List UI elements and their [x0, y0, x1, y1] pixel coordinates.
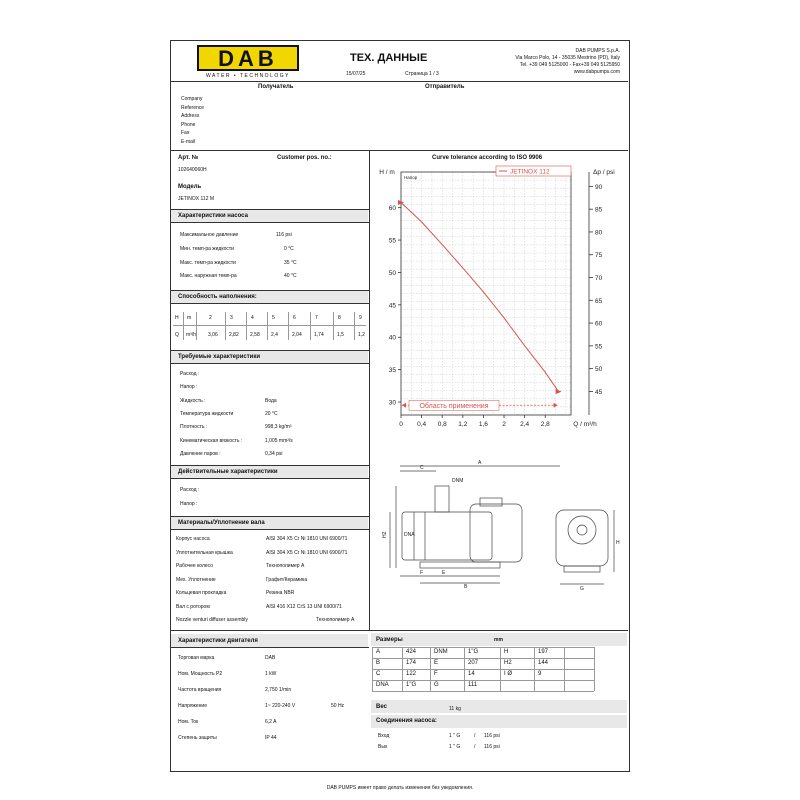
x-tick-label: 1,6 [478, 421, 488, 428]
dimension-cell: 9 [538, 671, 542, 677]
curve-end-marker [556, 389, 562, 394]
dimension-cell: 144 [538, 660, 549, 666]
end-view-body [556, 510, 608, 566]
y-tick-label: 40 [388, 334, 396, 342]
psi-tick-label: 65 [595, 297, 603, 305]
x-tick-label: 2 [502, 421, 506, 428]
dimension-cell: DNM [434, 649, 448, 655]
psi-axis-label: Δp / psi [593, 169, 615, 176]
x-tick-label: 0 [399, 421, 403, 428]
x-tick-label: 1,2 [458, 421, 468, 428]
capacity-q-cell: 1,2 [358, 332, 365, 338]
dimension-cell: H2 [504, 660, 512, 666]
psi-tick-label: 45 [595, 388, 603, 396]
capacity-h-cell: 3 [230, 315, 233, 321]
range-label: Область применения [419, 402, 489, 410]
dimension-cell: A [376, 649, 381, 655]
motor-body [470, 504, 522, 562]
capacity-q-cell: 2,82 [229, 332, 239, 338]
psi-tick-label: 85 [595, 206, 603, 214]
article-label: Арт. № [178, 155, 199, 161]
y-tick-label: 35 [388, 367, 396, 375]
y-tick-label: 55 [388, 237, 396, 245]
pump-body [402, 512, 492, 560]
logo-tagline: WATER • TECHNOLOGY [206, 73, 290, 79]
dim-f-label: F [420, 570, 424, 576]
psi-tick-label: 50 [595, 366, 603, 374]
performance-curve [401, 203, 559, 392]
dimension-cell: B [376, 660, 381, 666]
psi-tick-label: 70 [595, 275, 603, 283]
doc-date: 15/07/25 [346, 71, 366, 77]
end-view-flange [568, 516, 596, 544]
y-tick-label: 45 [388, 302, 396, 310]
chart-annotation: Напор [404, 175, 418, 180]
psi-tick-label: 60 [595, 320, 603, 328]
x-tick-label: 2,4 [520, 421, 530, 428]
dimensions-table [372, 647, 594, 692]
dimension-cell: 1"G [468, 649, 479, 655]
capacity-h-cell: 9 [359, 315, 362, 321]
y-tick-label: 60 [388, 205, 396, 213]
dimension-cell: H [504, 649, 509, 655]
capacity-h-cell: 8 [338, 315, 341, 321]
weight-value: 11 kg [449, 706, 461, 712]
capacity-q-cell: 2,4 [271, 332, 278, 338]
page-number: Страница 1 / 3 [405, 71, 439, 77]
psi-tick-label: 90 [595, 183, 603, 191]
dimension-cell: E [434, 660, 439, 666]
dimension-cell: F [434, 671, 438, 677]
logo-text: DAB [218, 46, 278, 71]
dim-h-label: H [616, 540, 620, 546]
motor-title: Характеристики двигателя [178, 638, 258, 644]
doc-title: ТЕХ. ДАННЫЕ [350, 52, 428, 64]
y-axis-label: H / m [379, 169, 395, 176]
capacity-q-cell: 1,5 [337, 332, 344, 338]
x-tick-label: 0,4 [417, 421, 427, 428]
x-tick-label: 0,8 [437, 421, 447, 428]
capacity-q-cell: 3,06 [208, 332, 218, 338]
weight-label: Вес [376, 704, 387, 710]
capacity-q-cell: 2,04 [292, 332, 302, 338]
dim-e-label: E [442, 570, 446, 576]
outlet-pipe [435, 486, 449, 512]
model-value: JETINOX 112 M [178, 196, 215, 202]
terminal-box [480, 498, 502, 506]
materials-title: Материалы/Уплотнение вала [178, 520, 265, 526]
dimension-cell: 197 [538, 649, 549, 655]
dimensions-title: Размеры [376, 637, 403, 643]
dimension-cell: G [434, 682, 439, 688]
psi-tick-label: 80 [595, 229, 603, 237]
dab-logo [197, 45, 299, 81]
capacity-h-cell: 7 [315, 315, 318, 321]
pump-specs-title: Характеристики насоса [178, 213, 248, 219]
dimension-cell: 111 [468, 682, 478, 688]
required-title: Требуемые характеристики [178, 354, 261, 360]
dimension-cell: DNA [376, 682, 389, 688]
y-tick-label: 30 [388, 399, 396, 407]
model-label: Модель [178, 184, 202, 190]
capacity-q-cell: 2,58 [250, 332, 260, 338]
dimension-cell: 424 [406, 649, 417, 655]
capacity-h-cell: 5 [272, 315, 275, 321]
sender-label: Отправитель [425, 84, 465, 90]
actual-title: Действительные характеристики [178, 469, 278, 475]
receiver-fields: Company Reference Address Phone Fax E-mail [181, 96, 205, 145]
dim-g-label: G [580, 586, 584, 592]
dim-h2-label: H2 [382, 531, 388, 538]
customer-pos-label: Customer pos. no.: [277, 155, 332, 161]
company-info: DAB PUMPS S.p.A. Via Marco Polo, 14 - 35035 Mestrino (PD), Italy Tel. +39 049 5125000 - Fax+39 049 5125950 www.dabpumps.com [515, 48, 620, 75]
x-tick-label: 2,8 [540, 421, 550, 428]
footer-note: DAB PUMPS имеет право делать изменения без уведомления. [326, 785, 474, 791]
chart-title: Curve tolerance according to ISO 9906 [432, 155, 543, 161]
receiver-label: Получатель [258, 84, 294, 90]
capacity-q-cell: 1,74 [314, 332, 324, 338]
dimension-cell: 14 [468, 671, 475, 677]
pump-base [420, 562, 500, 568]
capacity-h-cell: 6 [293, 315, 296, 321]
psi-tick-label: 55 [595, 343, 603, 351]
dim-c-label: C [420, 465, 424, 471]
capacity-h-cell: 2 [209, 315, 212, 321]
dimension-cell: I Ø [504, 671, 513, 677]
dim-b-label: B [464, 584, 468, 590]
pump-drawing [380, 458, 620, 598]
dim-dnm-label: DNM [452, 478, 464, 484]
dimension-cell: 174 [406, 660, 417, 666]
dimension-cell: C [376, 671, 381, 677]
performance-chart [371, 160, 621, 440]
end-view-port [577, 525, 587, 535]
capacity-title: Способность наполнения: [178, 294, 257, 300]
article-code: 102640060H [178, 167, 207, 173]
dim-dna-label: DNA [404, 532, 415, 538]
dimension-cell: 1"G [406, 682, 417, 688]
dimension-cell: 122 [406, 671, 417, 677]
capacity-h-cell: 4 [251, 315, 254, 321]
psi-tick-label: 75 [595, 252, 603, 260]
dimensions-unit: mm [494, 637, 503, 643]
legend-label: JETINOX 112 [510, 168, 550, 176]
x-axis-label: Q / m³/h [573, 421, 597, 428]
dim-a-label: A [478, 460, 482, 466]
dimension-cell: 207 [468, 660, 479, 666]
connections-title: Соединения насоса: [376, 718, 437, 724]
y-tick-label: 50 [388, 269, 396, 277]
